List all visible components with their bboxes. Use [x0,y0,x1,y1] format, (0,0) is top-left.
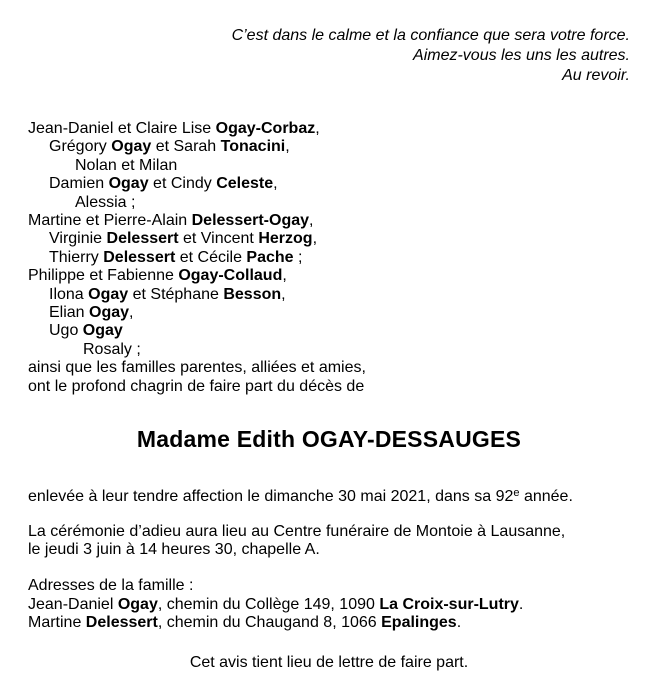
epigraph-line: Au revoir. [562,67,630,84]
text-segment: Philippe et Fabienne [28,267,179,285]
text-segment: , chemin du Collège 149, 1090 [157,595,380,613]
bold-text-segment: Pache [246,248,294,266]
family-line [28,230,630,248]
family-line [28,157,630,175]
text-segment: , [281,285,286,303]
superscript-segment: e [513,487,520,500]
death-announcement [28,484,630,506]
bold-text-segment: Ogay [82,322,123,340]
family-line [28,359,630,377]
text-segment: Ugo [49,322,83,340]
text-segment: , [312,230,318,248]
text-segment: Elian [49,304,90,322]
address-line [28,596,630,614]
text-segment: , [129,304,134,322]
text-segment: et Cindy [148,175,217,193]
bold-text-segment: Ogay-Collaud [178,267,283,285]
text-segment: et Sarah [151,138,221,156]
bold-text-segment: Ogay [111,138,152,156]
family-line [28,138,630,156]
bold-text-segment: Ogay [108,175,149,193]
text-segment: , [273,175,278,193]
bold-text-segment: Epalinges [381,614,457,632]
text-segment: , [309,212,314,230]
epigraph [28,26,630,86]
bold-text-segment: Ogay [117,595,158,613]
bold-text-segment: Tonacini [220,138,286,156]
deceased-name-title: Madame Edith OGAY-DESSAUGES [136,426,522,453]
family-list [28,120,630,396]
text-segment: ainsi que les familles parentes, alliées et amies, [28,359,366,377]
family-line [28,175,630,193]
text-segment: Martine [28,614,86,632]
text-segment: , [282,267,287,285]
text-segment: Damien [49,175,109,193]
text-segment: et Cécile [175,248,247,266]
family-line [28,267,630,285]
text-segment: et Stéphane [128,285,224,303]
bold-text-segment: Delessert [106,230,179,248]
family-line [28,286,630,304]
family-line [28,249,630,267]
text-segment: Nolan et Milan [75,156,178,174]
text-segment: , chemin du Chaugand 8, 1066 [157,614,382,632]
family-addresses [28,577,630,632]
bold-text-segment: Herzog [258,230,313,248]
text-segment: Jean-Daniel [28,595,118,613]
text-segment: , [285,138,290,156]
bold-text-segment: Celeste [216,175,274,193]
family-line [28,322,630,340]
text-segment: et Vincent [178,230,259,248]
closing-note: Cet avis tient lieu de lettre de faire part. [189,653,469,671]
bold-text-segment: Delessert [103,248,176,266]
text-segment: Virginie [49,230,107,248]
bold-text-segment: Ogay [88,285,129,303]
address-line [28,614,630,632]
family-line [28,378,630,396]
text-segment: . [456,614,462,632]
family-line [28,341,630,359]
text-segment: , [315,120,320,137]
family-line [28,212,630,230]
text-segment: Ilona [49,285,89,303]
bold-text-segment: Ogay [89,304,130,322]
text-segment: Alessia ; [75,193,136,211]
text-segment: Thierry [49,248,104,266]
text-segment: enlevée à leur tendre affection le dimanche 30 mai 2021, dans sa 92 [28,488,514,506]
text-segment: ; [293,248,303,266]
text-segment: ont le profond chagrin de faire part du décès de [28,377,365,395]
bold-text-segment: Delessert [85,614,158,632]
family-line [28,304,630,322]
bold-text-segment: Besson [223,285,282,303]
ceremony-line: La cérémonie d’adieu aura lieu au Centre funéraire de Montoie à Lausanne, [28,522,566,540]
text-segment: Jean-Daniel et Claire Lise [28,120,216,137]
text-segment: Martine et Pierre-Alain [28,212,192,230]
bold-text-segment: La Croix-sur-Lutry [379,595,519,613]
epigraph-line: C’est dans le calme et la confiance que sera votre force. [231,27,630,44]
addresses-heading: Adresses de la famille : [28,577,194,595]
ceremony-info [28,523,630,560]
text-segment: Grégory [49,138,112,156]
ceremony-line: le jeudi 3 juin à 14 heures 30, chapelle A. [28,540,320,558]
bold-text-segment: Ogay-Corbaz [215,120,316,137]
text-segment: Rosaly ; [83,340,141,358]
text-segment: . [518,595,524,613]
family-line [28,120,630,138]
family-line [28,194,630,212]
epigraph-line: Aimez-vous les uns les autres. [413,47,630,64]
bold-text-segment: Delessert-Ogay [191,212,310,230]
text-segment: année. [519,488,573,506]
